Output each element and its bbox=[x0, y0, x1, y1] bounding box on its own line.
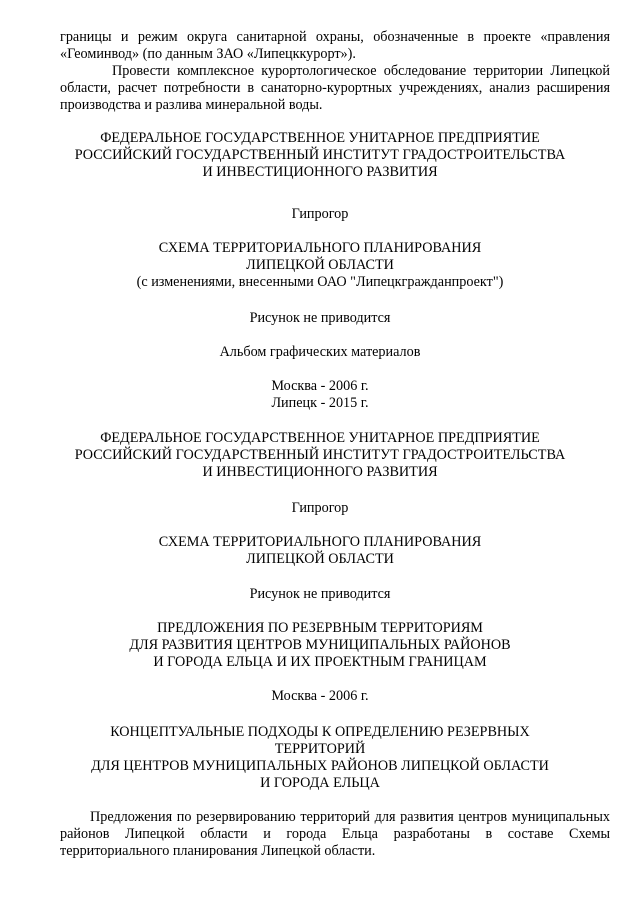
org-line: И ИНВЕСТИЦИОННОГО РАЗВИТИЯ bbox=[202, 464, 438, 480]
figure-note-1: Рисунок не приводится bbox=[249, 310, 391, 326]
section-heading-line: ТЕРРИТОРИЙ bbox=[274, 741, 366, 757]
section-heading-line: КОНЦЕПТУАЛЬНЫЕ ПОДХОДЫ К ОПРЕДЕЛЕНИЮ РЕЗЕРВНЫХ bbox=[110, 724, 530, 740]
place-date-1 bbox=[0, 378, 640, 412]
proposals-line: ДЛЯ РАЗВИТИЯ ЦЕНТРОВ МУНИЦИПАЛЬНЫХ РАЙОНОВ bbox=[129, 637, 511, 653]
proposals-line: ПРЕДЛОЖЕНИЯ ПО РЕЗЕРВНЫМ ТЕРРИТОРИЯМ bbox=[157, 620, 483, 636]
section-heading bbox=[0, 724, 640, 792]
title-line: (с изменениями, внесенными ОАО "Липецкгражданпроект") bbox=[136, 274, 504, 290]
document-title-1 bbox=[0, 240, 640, 291]
proposals-heading bbox=[0, 620, 640, 671]
paragraph-survey: Провести комплексное курортологическое обследование территории Липецкой области, расчет потребности в санаторно-курортных учреждениях, анализ расширения производства и разлива минеральной воды. bbox=[60, 63, 610, 113]
section-heading-line: ДЛЯ ЦЕНТРОВ МУНИЦИПАЛЬНЫХ РАЙОНОВ ЛИПЕЦКОЙ ОБЛАСТИ bbox=[91, 758, 549, 774]
organization-heading-2 bbox=[0, 430, 640, 481]
organization-heading-1 bbox=[0, 130, 640, 181]
org-line: И ИНВЕСТИЦИОННОГО РАЗВИТИЯ bbox=[202, 164, 438, 180]
title-line: СХЕМА ТЕРРИТОРИАЛЬНОГО ПЛАНИРОВАНИЯ bbox=[158, 534, 482, 550]
org-line: РОССИЙСКИЙ ГОСУДАРСТВЕННЫЙ ИНСТИТУТ ГРАДОСТРОИТЕЛЬСТВА bbox=[74, 147, 566, 163]
section-heading-line: И ГОРОДА ЕЛЬЦА bbox=[260, 775, 380, 791]
org-line: ФЕДЕРАЛЬНОЕ ГОСУДАРСТВЕННОЕ УНИТАРНОЕ ПРЕДПРИЯТИЕ bbox=[100, 130, 540, 146]
title-line: СХЕМА ТЕРРИТОРИАЛЬНОГО ПЛАНИРОВАНИЯ bbox=[158, 240, 482, 256]
org-line: ФЕДЕРАЛЬНОЕ ГОСУДАРСТВЕННОЕ УНИТАРНОЕ ПРЕДПРИЯТИЕ bbox=[100, 430, 540, 446]
place-line: Липецк - 2015 г. bbox=[271, 395, 369, 411]
short-name-1: Гипрогор bbox=[291, 206, 349, 222]
place-line: Москва - 2006 г. bbox=[271, 378, 369, 394]
paragraph-proposals: Предложения по резервированию территорий для развития центров муниципальных районов Липецкой области и города Ельца разработаны в составе Схемы территориального планирования Липецкой области. bbox=[60, 809, 610, 859]
document-title-2 bbox=[0, 534, 640, 568]
figure-note-2: Рисунок не приводится bbox=[249, 586, 391, 602]
place-date-2: Москва - 2006 г. bbox=[271, 688, 369, 704]
paragraph-sanitary-zone: границы и режим округа санитарной охраны, обозначенные в проекте «правления «Геоминвод» (по данным ЗАО «Липецккурорт»). bbox=[60, 29, 610, 62]
short-name-2: Гипрогор bbox=[291, 500, 349, 516]
album-label: Альбом графических материалов bbox=[219, 344, 421, 360]
org-line: РОССИЙСКИЙ ГОСУДАРСТВЕННЫЙ ИНСТИТУТ ГРАДОСТРОИТЕЛЬСТВА bbox=[74, 447, 566, 463]
title-line: ЛИПЕЦКОЙ ОБЛАСТИ bbox=[246, 551, 394, 567]
title-line: ЛИПЕЦКОЙ ОБЛАСТИ bbox=[246, 257, 394, 273]
proposals-line: И ГОРОДА ЕЛЬЦА И ИХ ПРОЕКТНЫМ ГРАНИЦАМ bbox=[153, 654, 487, 670]
